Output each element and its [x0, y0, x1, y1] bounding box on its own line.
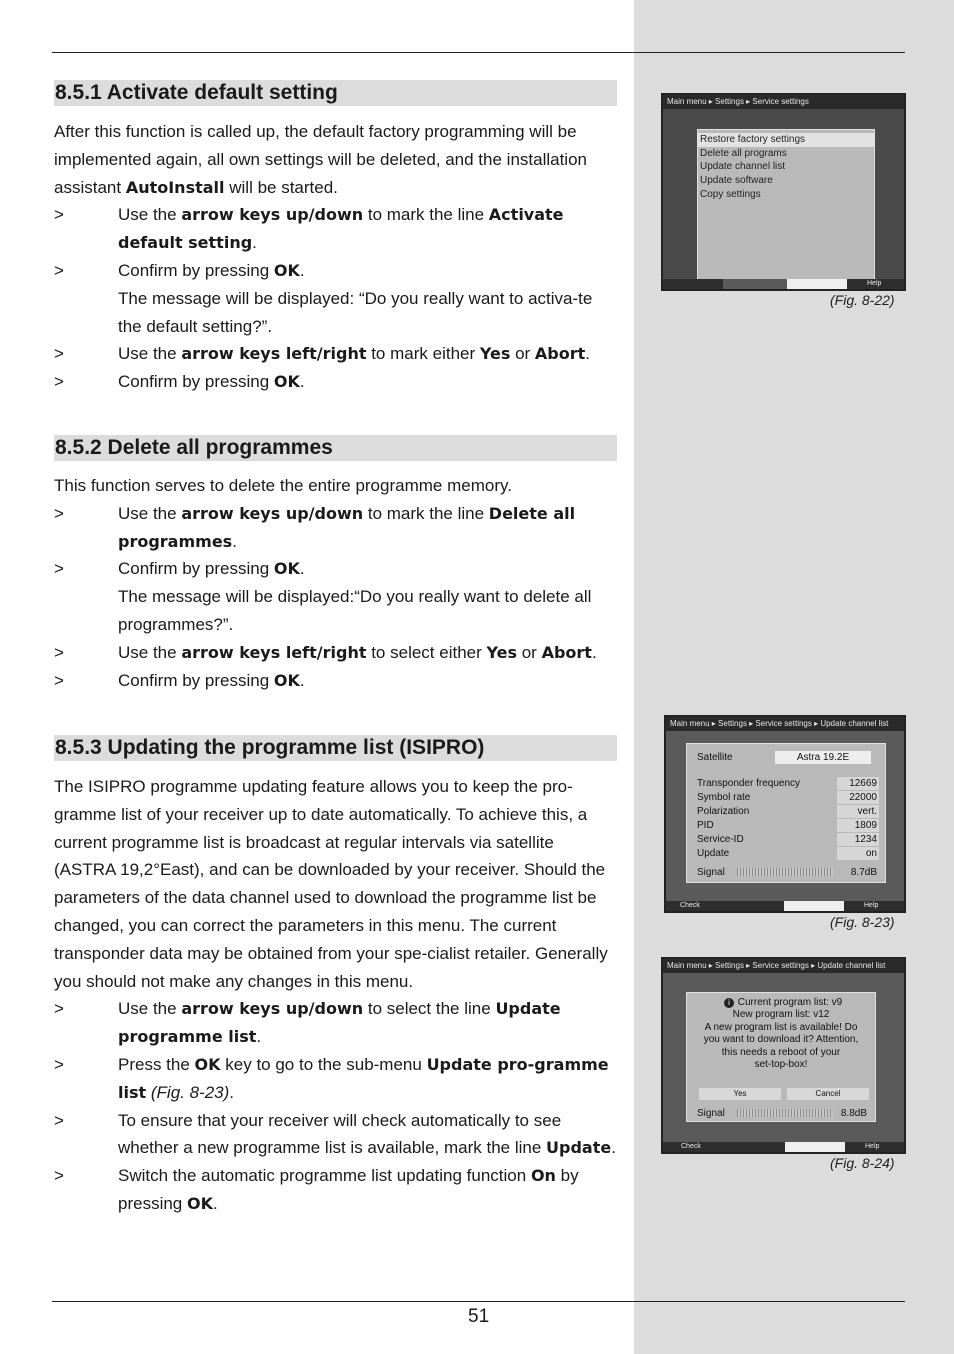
footer-bar — [663, 1142, 904, 1152]
setting-row: Update on — [697, 848, 877, 859]
menu-item-update-software: Update software — [700, 175, 773, 187]
screenshot-service-settings — [661, 93, 906, 291]
section-heading-isipro: 8.5.3 Updating the programme list (ISIPRO) — [54, 735, 617, 761]
page-number: 51 — [468, 1306, 490, 1327]
check-label: Check — [681, 1143, 701, 1150]
signal-row: Signal 8.7dB — [697, 867, 877, 878]
dialog-line: set-top-box! — [754, 1059, 808, 1070]
signal-meter — [737, 1109, 833, 1117]
breadcrumb: Main menu ▸ Settings ▸ Service settings — [663, 95, 904, 109]
list-item: > Use the arrow keys left/right to mark either Yes or Abort. — [54, 344, 591, 364]
screenshot-update-channel-list — [664, 715, 906, 913]
dialog-line: you want to download it? Attention, — [703, 1034, 859, 1045]
help-label: Help — [864, 902, 879, 909]
satellite-value: Astra 19.2E — [775, 751, 871, 764]
help-label: Help — [865, 1143, 880, 1150]
figure-caption: (Fig. 8-24) — [830, 1155, 895, 1171]
satellite-row: Satellite Astra 19.2E — [697, 751, 879, 764]
settings-panel — [686, 743, 886, 883]
section1-intro: After this function is called up, the default factory programming will be implemented again, all own settings will be deleted, and the installation assistant AutoInstall will be started. — [54, 122, 587, 197]
list-item: > Use the arrow keys up/down to mark the line Delete all programmes. — [54, 503, 576, 551]
list-item-note: The message will be displayed:“Do you really want to delete all programmes?”. — [118, 587, 592, 634]
list-item: > Confirm by pressing OK. — [54, 372, 305, 392]
figure-caption: (Fig. 8-23) — [830, 914, 895, 930]
menu-item-update-channel-list: Update channel list — [700, 161, 786, 173]
list-item: > Switch the automatic programme list updating function On by pressing OK. — [54, 1166, 579, 1213]
list-item: > To ensure that your receiver will check automatically to see whether a new programme list is available, mark the line Update. — [54, 1110, 616, 1158]
dialog-line: this needs a reboot of your — [721, 1047, 841, 1058]
list-item: > Confirm by pressing OK. — [54, 670, 305, 690]
list-item: > Press the OK key to go to the sub-menu Update pro-gramme list (Fig. 8-23). — [54, 1054, 609, 1102]
info-icon: i — [724, 998, 734, 1008]
footer-bar — [663, 279, 904, 289]
signal-value: 8.7dB — [850, 867, 877, 878]
menu-panel — [697, 129, 875, 285]
setting-row: Symbol rate 22000 — [697, 792, 877, 803]
signal-row: Signal 8.8dB — [697, 1108, 867, 1119]
screenshot-update-dialog — [661, 957, 906, 1154]
section3-body — [54, 773, 617, 1218]
check-label: Check — [680, 902, 700, 909]
section-heading-activate-default: 8.5.1 Activate default setting — [54, 80, 617, 106]
menu-item-copy-settings: Copy settings — [700, 188, 761, 200]
dialog-line: Current program list: v9 — [737, 997, 843, 1008]
signal-value: 8.8dB — [840, 1108, 867, 1119]
dialog-line: New program list: v12 — [732, 1009, 830, 1020]
menu-item-restore-factory: Restore factory settings — [698, 133, 874, 147]
breadcrumb: Main menu ▸ Settings ▸ Service settings ▸ Update channel list — [666, 717, 904, 731]
setting-row: Transponder frequency 12669 — [697, 778, 877, 789]
signal-meter — [737, 868, 833, 876]
list-item: > Confirm by pressing OK. — [54, 559, 305, 579]
bottom-rule — [52, 1301, 905, 1302]
menu-item-delete-programs: Delete all programs — [700, 147, 787, 159]
top-rule — [52, 52, 905, 53]
setting-row: PID 1809 — [697, 820, 877, 831]
section1-body — [54, 118, 617, 396]
list-item-note: The message will be displayed: “Do you really want to activa-te the default setting?”. — [118, 288, 593, 336]
section2-body — [54, 472, 617, 694]
section-heading-delete-programmes: 8.5.2 Delete all programmes — [54, 435, 617, 461]
setting-row: Polarization vert. — [697, 806, 877, 817]
list-item: > Use the arrow keys up/down to select the line Update programme list. — [54, 999, 561, 1047]
list-item: > Use the arrow keys left/right to select either Yes or Abort. — [54, 642, 597, 662]
footer-bar — [666, 901, 904, 911]
section2-intro: This function serves to delete the entire programme memory. — [54, 476, 512, 495]
breadcrumb: Main menu ▸ Settings ▸ Service settings ▸ Update channel list — [663, 959, 904, 973]
yes-button: Yes — [699, 1088, 781, 1100]
help-label: Help — [867, 280, 882, 287]
cancel-button: Cancel — [787, 1088, 869, 1100]
list-item: > Use the arrow keys up/down to mark the line Activate default setting. — [54, 205, 564, 253]
figure-caption: (Fig. 8-22) — [830, 292, 895, 308]
setting-row: Service-ID 1234 — [697, 834, 877, 845]
dialog-line: A new program list is available! Do — [704, 1022, 858, 1033]
section3-intro: The ISIPRO programme updating feature allows you to keep the pro-gramme list of your receiver up to date automatically. To achieve this, a current programme list is broadcast at regular intervals via satellite (ASTRA 19,2°East), and can be downloaded by your receiver. Should the parameters of the data channel used to download the programme list be changed, you can correct the parameters in this menu. The current transponder data may be obtained from your spe-cialist retailer. Generally you should not make any changes in this menu. — [54, 777, 608, 991]
dialog-panel — [686, 992, 876, 1122]
list-item: > Confirm by pressing OK. — [54, 260, 305, 280]
